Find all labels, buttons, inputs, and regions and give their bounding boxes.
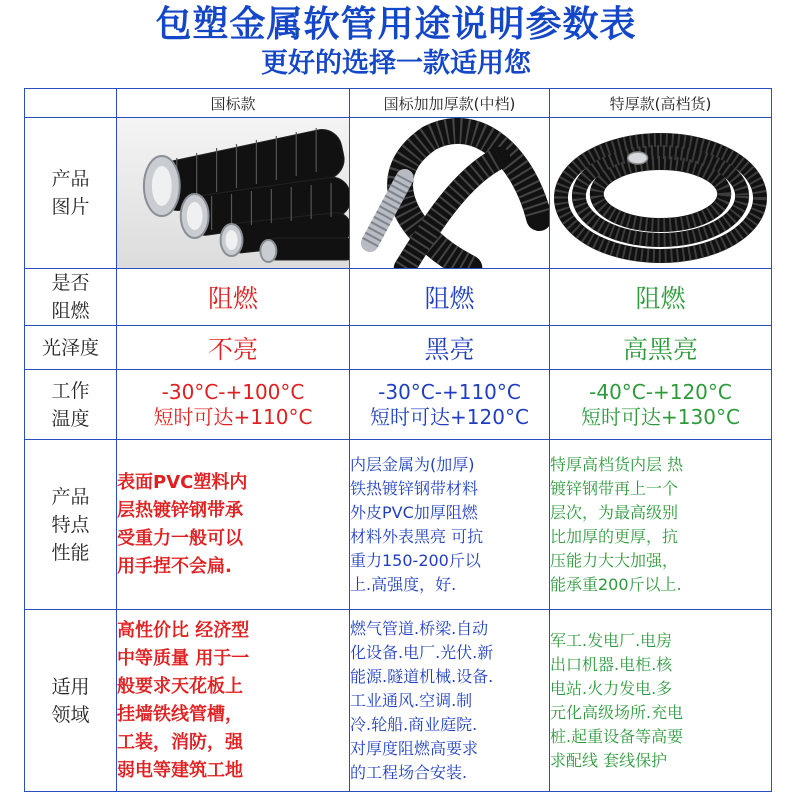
hose-image-extra-thick (550, 118, 771, 268)
usage-text: 燃气管道.桥梁.自动 化设备.电厂.光伏.新 能源.隧道机械.设备. 工业通风.空调.制 冷.轮船.商业庭院. 对厚度阻燃高要求 的工程场合安装. (350, 610, 550, 792)
column-header: 特厚款(高档货) (550, 89, 772, 118)
product-photo-extra-thick (550, 118, 772, 269)
product-photo-standard (117, 118, 350, 269)
row-label-image: 产品 图片 (25, 118, 117, 269)
usage-text: 高性价比 经济型 中等质量 用于一 般要求天花板上 挂墙铁线管槽， 工装，消防，强 弱电等建筑工地 (117, 610, 350, 792)
gloss-value: 黑亮 (350, 326, 550, 370)
page-subtitle: 更好的选择一款适用您 (261, 48, 531, 79)
temp-value: -40°C-+120°C 短时可达+130°C (550, 370, 772, 440)
feature-text: 表面PVC塑料内 层热镀锌钢带承 受重力一般可以 用手捏不会扁. (117, 440, 350, 610)
gloss-value: 高黑亮 (550, 326, 772, 370)
flame-value: 阻燃 (550, 269, 772, 326)
row-label-gloss: 光泽度 (25, 326, 117, 370)
row-label-flame: 是否 阻燃 (25, 269, 117, 326)
flame-row (25, 269, 772, 326)
feature-text: 内层金属为(加厚) 铁热镀锌钢带材料 外皮PVC加厚阻燃 材料外表黑亮 可抗 重力150-200斤以 上.高强度，好. (350, 440, 550, 610)
hose-image-thickened (350, 118, 549, 268)
column-header: 国标加加厚款(中档) (350, 89, 550, 118)
hose-image-standard (117, 118, 349, 268)
usage-row (25, 610, 772, 792)
product-photo-thickened (350, 118, 550, 269)
header-row (25, 89, 772, 118)
temp-value: -30°C-+100°C 短时可达+110°C (117, 370, 350, 440)
row-label-temp: 工作 温度 (25, 370, 117, 440)
flame-value: 阻燃 (350, 269, 550, 326)
gloss-row (25, 326, 772, 370)
flame-value: 阻燃 (117, 269, 350, 326)
gloss-value: 不亮 (117, 326, 350, 370)
temp-row (25, 370, 772, 440)
page-title: 包塑金属软管用途说明参数表 (155, 4, 637, 45)
row-label-feature: 产品 特点 性能 (25, 440, 117, 610)
row-label-usage: 适用 领域 (25, 610, 117, 792)
feature-row (25, 440, 772, 610)
feature-text: 特厚高档货内层 热 镀锌钢带再上一个 层次，为最高级别 比加厚的更厚，抗 压能力大大加强， 能承重200斤以上. (550, 440, 772, 610)
spec-table (24, 88, 772, 792)
corner-cell (25, 89, 117, 118)
temp-value: -30°C-+110°C 短时可达+120°C (350, 370, 550, 440)
usage-text: 军工.发电厂.电房 出口机器.电柜.核 电站.火力发电.多 元化高级场所.充电 桩.起重设备等高要 求配线 套线保护 (550, 610, 772, 792)
image-row (25, 118, 772, 269)
column-header: 国标款 (117, 89, 350, 118)
